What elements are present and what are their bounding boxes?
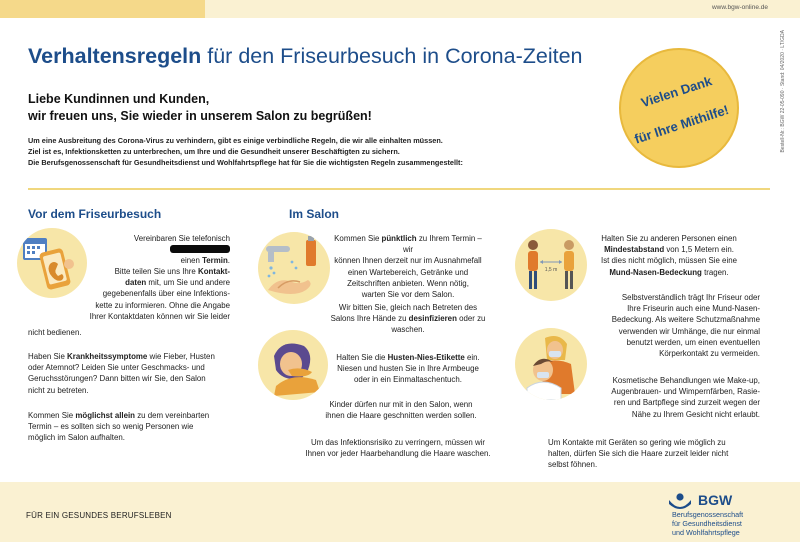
col1-para-symptoms: Haben Sie Krankheitssymptome wie Fieber, Husten oder Atemnot? Leiden Sie unter Geschmacks- und Geruchsstörungen? Dann bitten wir Sie, den Salon nicht zu betreten. [28,352,215,395]
footer-slogan: FÜR EIN GESUNDES BERUFSLEBEN [26,511,172,520]
section-divider [28,188,770,190]
greeting [28,91,372,126]
bgw-logo-name: BGW [698,492,733,508]
greeting-line-2: wir freuen uns, Sie wieder in unserem Salon zu begrüßen! [28,109,372,124]
heading-in-salon: Im Salon [289,207,340,221]
distance-people-icon [515,229,587,301]
col2-para-wash: Um das Infektionsrisiko zu verringern, müssen wir Ihnen vor jeder Haarbehandlung die Haare waschen. [305,438,491,459]
title-rest: für den Friseurbesuch in Corona-Zeiten [201,44,583,68]
title-bold: Verhaltensregeln [28,44,202,68]
intro-text: Um eine Ausbreitung des Corona-Virus zu verhindern, gibt es einige verbindliche Regeln, die wir alle einhalten müssen. Ziel ist es, Infektionsketten zu unterbrechen, um Ihre und die Gesundheit unserer Beschäftigten zu sichern. Die Berufsgenossenschaft für Gesundheitsdienst und Wohlfahrtspflege hat für Sie die wichtigsten Regeln zusammengestellt: [28,136,463,167]
col3-para-blowdry: Um Kontakte mit Geräten so gering wie möglich zu halten, dürfen Sie sich die Haare zurzeit leider nicht selbst föhnen. [548,438,729,470]
col1-para-contact-end: nicht bedienen. [28,328,82,337]
bgw-logo-icon [668,493,692,511]
page-title [28,44,583,69]
col2-para-disinfect: Wir bitten Sie, gleich nach Betreten des Salons Ihre Hände zu desinfizieren oder zu waschen. [330,303,486,335]
col3-para-cosmetics: Kosmetische Behandlungen wie Make-up, Augenbrauen- und Wimpernfärben, Rasie- ren und Bartpflege sind zurzeit wegen der Nähe zu Ihrem Gesicht nicht erlaubt. [611,376,760,419]
top-band [0,0,800,18]
badge-line-2: für Ihre Mithilfe! [632,101,731,146]
col3-para-mask: Selbstverständlich trägt Ihr Friseur oder Ihre Friseurin auch eine Mund-Nasen- Bedeckung. Als weitere Schutzmaßnahme verwenden wir Umhänge, die nur einmal benutzt werden, um einen eventuellen Körperkontakt zu vermeiden. [611,293,760,359]
distance-label: 1,5 m [544,267,558,273]
bgw-logo-subtitle: Berufsgenossenschaft für Gesundheitsdienst und Wohlfahrtspflege [672,510,744,537]
thanks-badge [619,48,739,168]
redacted-phone [170,245,230,253]
col2-para-children: Kinder dürfen nur mit in den Salon, wenn ihnen die Haare geschnitten werden sollen. [325,400,477,421]
col3-para-distance: Halten Sie zu anderen Personen einen Mindestabstand von 1,5 Metern ein. Ist dies nicht möglich, müssen Sie eine Mund-Nasen-Bedeckung tragen. [601,234,737,277]
col1-para-contact: Bitte teilen Sie uns Ihre Kontakt- daten mit, um Sie und andere gegebenenfalls über eine Infektions- kette zu informieren. Ohne die Angabe Ihrer Kontaktdaten können wir Sie leider [89,267,230,321]
col1-para-alone: Kommen Sie möglichst allein zu dem vereinbarten Termin – es sollten sich so wenig Personen wie möglich im Salon aufhalten. [28,411,210,443]
sneezing-person-icon [258,330,328,400]
order-number-vertical: Bestell-Nr.: BGW 22-05-090 · Stand: 04/2020 · LT/GDA [780,30,786,153]
greeting-line-1: Liebe Kundinnen und Kunden, [28,92,210,106]
top-band-accent [0,0,205,18]
website-url[interactable]: www.bgw-online.de [711,4,768,11]
col2-para-punctual: Kommen Sie pünktlich zu Ihrem Termin – wir können Ihnen derzeit nur im Ausnahmefall einen Wartebereich, Getränke und Zeitschriften anbieten. Wenn nötig, warten Sie vor dem Salon. [334,234,482,300]
handwashing-icon [258,232,330,304]
col2-para-etiquette: Halten Sie die Husten-Nies-Etikette ein. Niesen und husten Sie in Ihre Armbeuge oder in ein Einmaltaschentuch. [336,353,480,385]
heading-before-visit: Vor dem Friseurbesuch [28,207,162,221]
badge-line-1: Vielen Dank [639,72,714,110]
col1-para-appointment: Vereinbaren Sie telefonisch einen Termin. [133,234,230,266]
